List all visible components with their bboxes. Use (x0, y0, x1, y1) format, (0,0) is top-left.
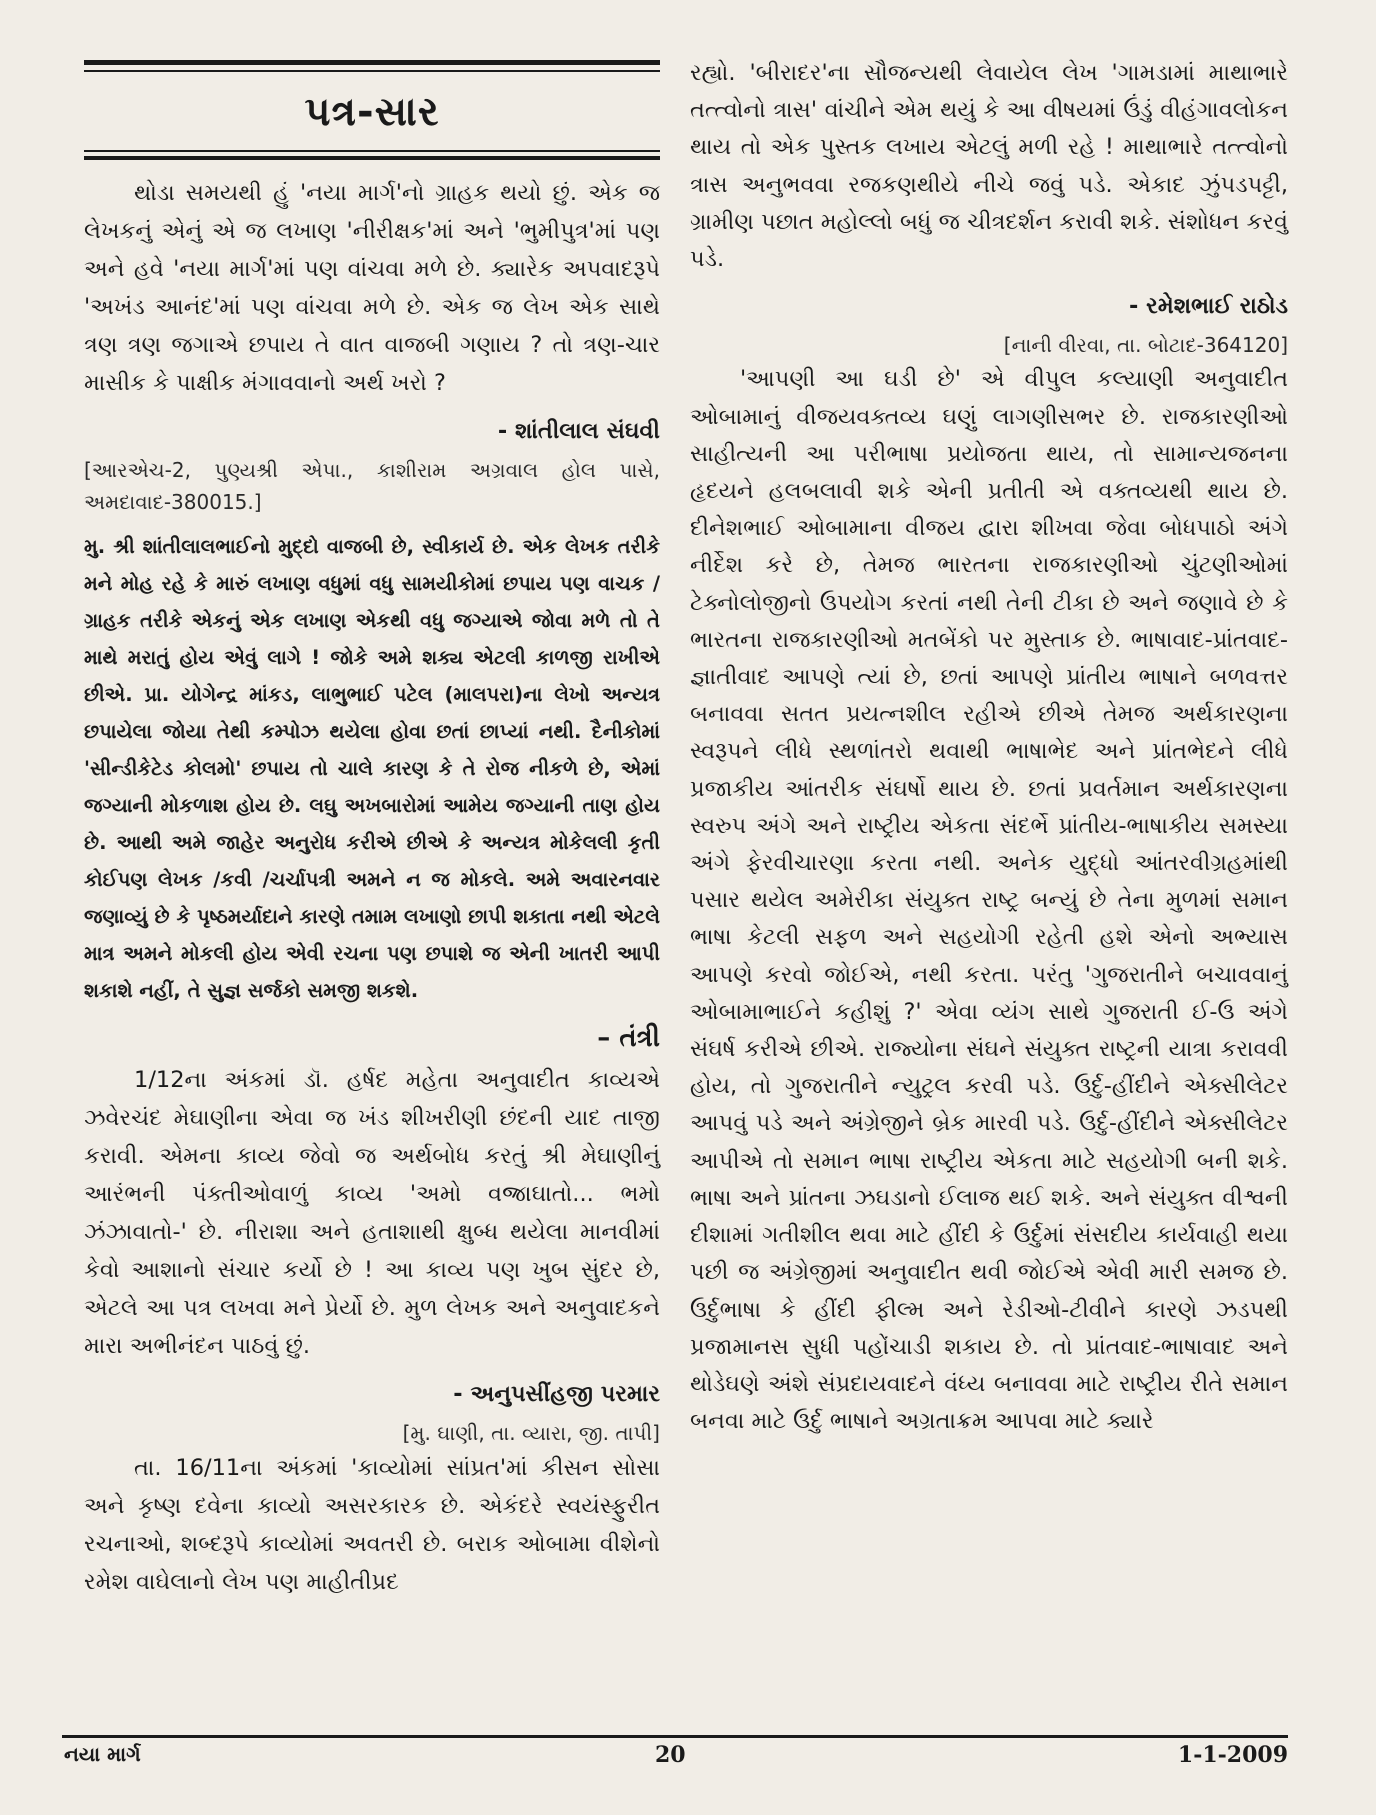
title-rule-bottom-thin (84, 150, 660, 152)
left-column (84, 52, 660, 1601)
letter-1-body: થોડા સમયથી હું 'નયા માર્ગ'નો ગ્રાહક થયો છું. એક જ લેખકનું એનું એ જ લખાણ 'નીરીક્ષક'માં અને 'ભુમીપુત્ર'માં પણ અને હવે 'નયા માર્ગ'માં પણ વાંચવા મળે છે. ક્યારેક અપવાદરૂપે 'અખંડ આનંદ'માં પણ વાંચવા મળે છે. એક જ લેખ એક સાથે ત્રણ ત્રણ જગાએ છપાય તે વાત વાજબી ગણાય ? તો ત્રણ-ચાર માસીક કે પાક્ષીક મંગાવવાનો અર્થ ખરો ? (84, 180, 660, 396)
letter-3-address: [નાની વીરવા, તા. બોટાદ-364120] (1003, 333, 1288, 358)
editor-reply-text: મુ. શ્રી શાંતીલાલભાઈનો મુદ્દો વાજબી છે, સ્વીકાર્ય છે. એક લેખક તરીકે મને મોહ રહે કે મારું લખાણ વધુમાં વધુ સામયીકોમાં છપાય પણ વાચક / ગ્રાહક તરીકે એકનું એક લખાણ એકથી વધુ જગ્યાએ જોવા મળે તો તે માથે મરાતું હોય એવું લાગે ! જોકે અમે શક્ય એટલી કાળજી રાખીએ છીએ. પ્રા. યોગેન્દ્ર માંકડ, લાભુભાઈ પટેલ (માલપરા)ના લેખો અન્યત્ર છપાયેલા જોયા તેથી કમ્પોઝ થયેલા હોવા છતાં છાપ્યાં નથી. દૈનીકોમાં 'સીન્ડીકેટેડ કોલમો' છપાય તો ચાલે કારણ કે તે રોજ નીકળે છે, એમાં જગ્યાની મોકળાશ હોય છે. લઘુ અખબારોમાં આમેય જગ્યાની તાણ હોય છે. (84, 535, 660, 854)
title-rule-top-thick (84, 60, 660, 65)
letter-4-body: 'આપણી આ ઘડી છે' એ વીપુલ કલ્યાણી અનુવાદીત ઓબામાનું વીજયવક્તવ્ય ઘણું લાગણીસભર છે. રાજકારણીઓ સાહીત્યની આ પરીભાષા પ્રયોજતા થાય, તો સામાન્યજનના હૃદયને હલબલાવી શકે એની પ્રતીતી એ વક્તવ્યથી થાય છે. દીનેશભાઈ ઓબામાના વીજય દ્વારા શીખવા જેવા બોધપાઠો અંગે નીર્દેશ કરે છે, તેમજ ભારતના રાજકારણીઓ ચુંટણીઓમાં ટેક્નોલોજીનો ઉપયોગ કરતાં નથી તેની ટીકા છે અને જણાવે છે કે ભારતના રાજકારણીઓ મતબેંકો પર મુસ્તાક છે. ભાષાવાદ-પ્રાંતવાદ-જ્ઞાતીવાદ આપણે ત્યાં છે, છતાં આપણે પ્રાંતીય ભાષાને બળવત્તર બનાવવા સતત પ્રયત્નશીલ રહીએ છીએ તેમજ અર્થકારણના સ્વરૂપને લીધે સ્થળાંતરો થવાથી ભાષાભેદ અને પ્રાંતભેદને લીધે પ્રજાકીય આંતરીક સંઘર્ષો થાય છે. છતાં પ્રવર્તમાન અર્થકારણના સ્વરુપ અંગે અને રાષ્ટ્રીય એકતા સંદર્ભે પ્રાંતીય-ભાષાકીય સમસ્યા અંગે ફેરવીચારણા કરતા નથી. અનેક યુદ્ધો આંતરવીગ્રહમાંથી પસાર થયેલ અમેરીકા સંયુક્ત રાષ્ટ્ર બન્યું છે તેના મુળમાં સમાન ભાષા કેટલી સફળ અને સહયોગી રહેતી હશે એનો અભ્યાસ આપણે કરવો જોઈએ, નથી કરતા. પરંતુ 'ગુજરાતીને બચાવવાનું ઓબામાભાઈને કહીશું ?' એવા વ્યંગ સાથે ગુજરાતી ઈ-ઉ અંગે સંઘર્ષ કરીએ છીએ. રાજ્યોના સંઘને સંયુક્ત રાષ્ટ્રની યાત્રા કરાવવી હોય, તો ગુજરાતીને ન્યુટ્રલ કરવી પડે. ઉર્દુ-હીંદીને એક્સીલેટર આપવું પડે અને અંગ્રેજીને બ્રેક મારવી પડે. ઉર્દુ-હીંદીને એક્સીલેટર આપીએ તો સમાન ભાષા રાષ્ટ્રીય એકતા માટે સહયોગી બની શકે. ભાષા અને પ્રાંતના ઝઘડાનો ઈલાજ થઈ શકે. અને સંયુક્ત વીશ્વની દીશામાં ગતીશીલ થવા માટે હીંદી કે ઉર્દુમાં સંસદીય કાર્યવાહી થયા પછી જ અંગ્રેજીમાં અનુવાદીત થવી જોઈએ એવી મારી સમજ છે. ઉર્દુભાષા કે હીંદી ફીલ્મ અને રેડીઓ-ટીવીને કારણે ઝડપથી પ્રજામાનસ સુધી પહોંચાડી શકાય છે. તો પ્રાંતવાદ-ભાષાવાદ અને થોડેઘણે અંશે સંપ્રદાયવાદને વંધ્ય બનાવવા માટે રાષ્ટ્રીય રીતે સમાન બનવા માટે ઉર્દુ ભાષાને અગ્રતાક્રમ આપવા માટે ક્યારે (690, 366, 1288, 1435)
letter-2-address: [મુ. ઘાણી, તા. વ્યારા, જી. તાપી] (402, 1421, 660, 1445)
editor-signature: – તંત્રી (597, 1023, 660, 1053)
editor-reply (84, 528, 660, 1009)
letter-2-body: 1/12ના અંકમાં ડૉ. હર્ષદ મહેતા અનુવાદીત કાવ્યએ ઝવેરચંદ મેઘાણીના એવા જ ખંડ શીખરીણી છંદની યાદ તાજી કરાવી. એમના કાવ્ય જેવો જ અર્થબોધ કરતું શ્રી મેઘાણીનું આરંભની પંક્તીઓવાળું કાવ્ય 'અમો વજ્રાઘાતો... ભમો ઝંઝાવાતો-' છે. નીરાશા અને હતાશાથી ક્ષુબ્ધ થયેલા માનવીમાં કેવો આશાનો સંચાર કર્યો છે ! આ કાવ્ય પણ ખુબ સુંદર છે, એટલે આ પત્ર લખવા મને પ્રેર્યો છે. મુળ લેખક અને અનુવાદકને મારા અભીનંદન પાઠવું છું. (84, 1067, 660, 1359)
editor-reply-bold: આથી અમે જાહેર અનુરોધ કરીએ છીએ કે અન્યત્ર મોકેલલી કૃતી કોઈપણ લેખક /કવી /ચર્ચાપત્રી અમને ન જ મોકલે. (84, 831, 660, 891)
title-rule-bottom-thick (84, 156, 660, 160)
section-title: પત્ર-સાર (304, 89, 440, 135)
letter-1-address: [આરએચ-2, પુણ્યશ્રી એપા., કાશીરામ અગ્રવાલ હોલ પાસે, અમદાવાદ-380015.] (84, 458, 660, 514)
letter-3-body-part2: રહ્યો. 'બીરાદર'ના સૌજન્યથી લેવાયેલ લેખ 'ગામડામાં માથાભારે તત્ત્વોનો ત્રાસ' વાંચીને એમ થયું કે આ વીષયમાં ઉંડું વીહંગાવલોકન થાય તો એક પુસ્તક લખાય એટલું મળી રહે ! માથાભારે તત્ત્વોનો ત્રાસ અનુભવવા રજકણથીયે નીચે જવું પડે. એકાદ ઝુંપડપટ્ટી, ગ્રામીણ પછાત મહોલ્લો બધું જ ચીત્રદર્શન કરાવી શકે. સંશોધન કરવું પડે. (690, 60, 1288, 273)
letter-2-signature: - અનુપસીંહજી પરમાર (453, 1381, 660, 1407)
footer-date: 1-1-2009 (1177, 1742, 1288, 1768)
footer-page-number: 20 (655, 1742, 686, 1768)
letter-3-body-part1: તા. 16/11ના અંકમાં 'કાવ્યોમાં સાંપ્રત'માં કીસન સોસા અને કૃષ્ણ દવેના કાવ્યો અસરકારક છે. એકંદરે સ્વયંસ્ફુરીત રચનાઓ, શબ્દરૂપે કાવ્યોમાં અવતરી છે. બરાક ઓબામા વીશેનો રમેશ વાઘેલાનો લેખ પણ માહીતીપ્રદ (84, 1455, 660, 1595)
right-column (690, 55, 1288, 1440)
title-rule-top-thin (84, 70, 660, 72)
letter-1-signature: - શાંતીલાલ સંઘવી (497, 418, 660, 444)
footer-publication: નયા માર્ગ (64, 1742, 141, 1766)
editor-reply-rest: અમે અવારનવાર જણાવ્યું છે કે પૃષ્ઠમર્યાદાને કારણે તમામ લખાણો છાપી શકાતા નથી એટલે માત્ર અમને મોકલી હોય એવી રચના પણ છપાશે જ એની ખાતરી આપી શકાશે નહીં, તે સુજ્ઞ સર્જકો સમજી શકશે. (84, 868, 660, 1002)
footer-rule (62, 1735, 1288, 1738)
letter-3-signature: - રમેશભાઈ રાઠોડ (1129, 293, 1288, 320)
